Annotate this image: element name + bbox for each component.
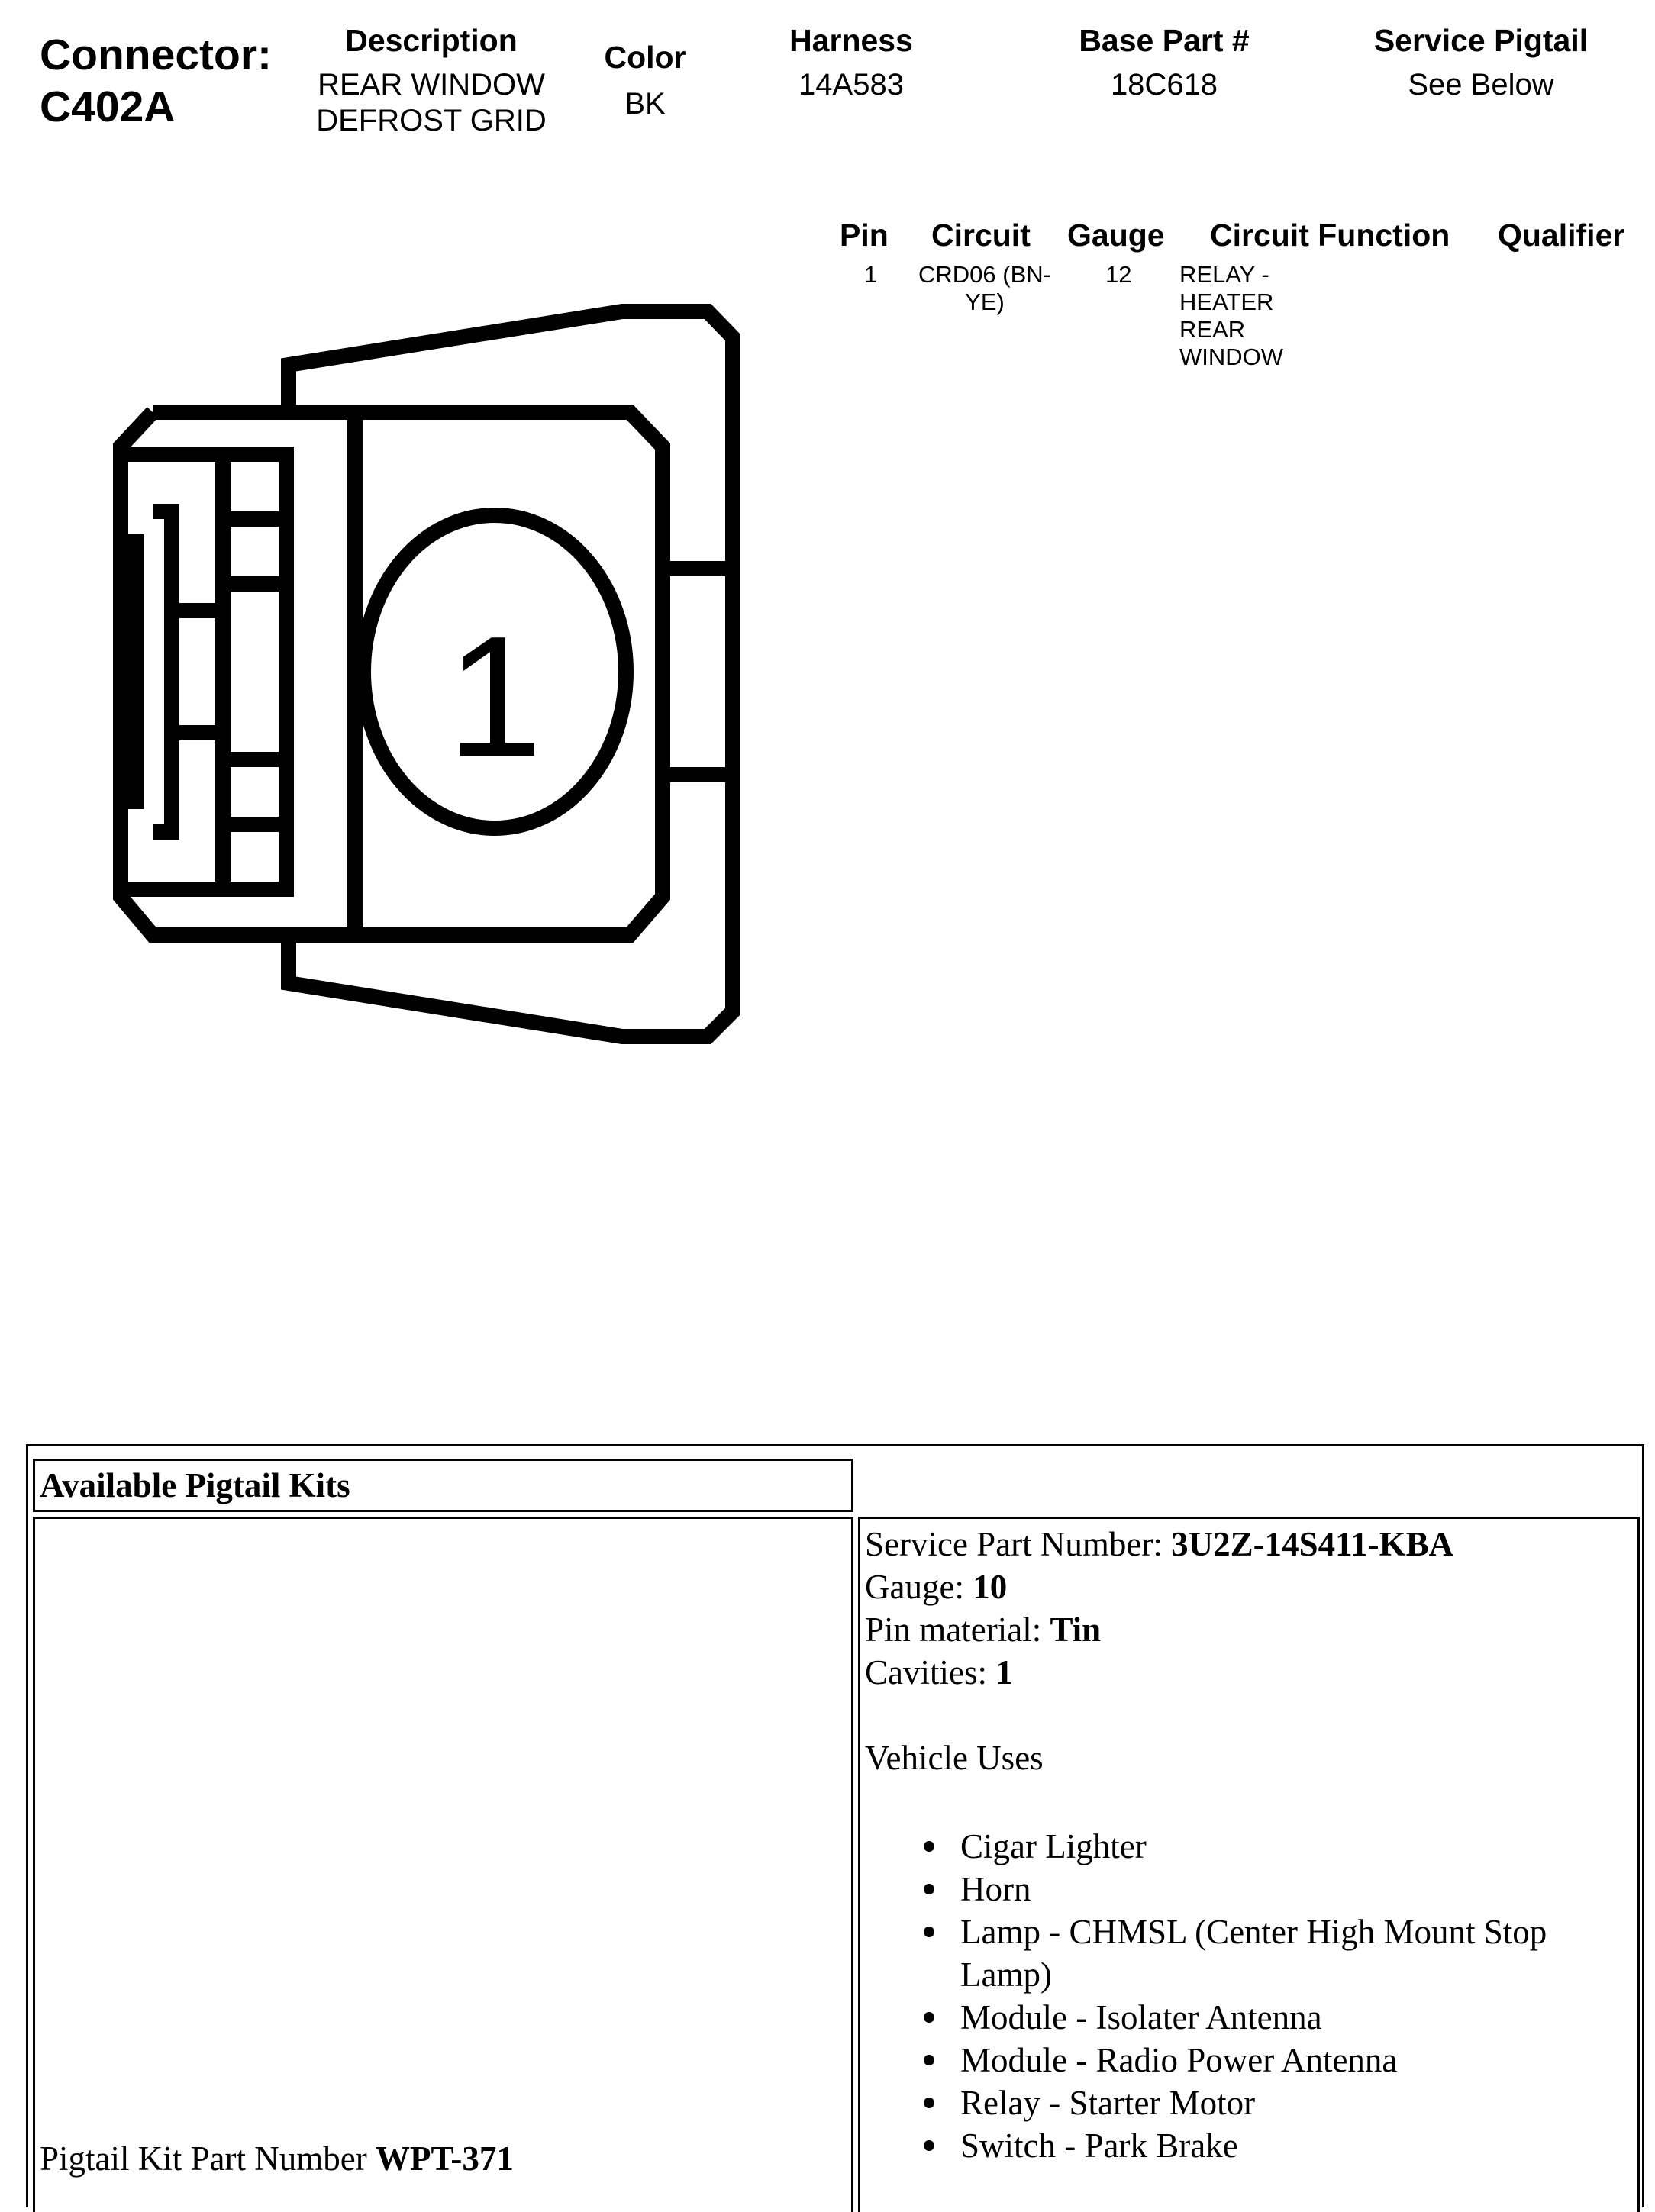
pigtail-title-cell <box>33 1459 853 1512</box>
gauge-label: Gauge: <box>865 1568 973 1606</box>
service-part-value: 3U2Z-14S411-KBA <box>1171 1525 1454 1563</box>
connector-body-outline <box>121 412 663 935</box>
service-pigtail-value: See Below <box>1408 68 1554 102</box>
base-part-header: Base Part # <box>1079 23 1250 58</box>
bullet-icon <box>924 1927 934 1937</box>
gauge-line <box>865 1565 1636 1608</box>
bullet-icon <box>924 2012 934 2023</box>
pin-circuit-line2: YE) <box>965 289 1005 315</box>
qualifier-header: Qualifier <box>1498 218 1625 253</box>
list-item: Horn <box>960 1868 1636 1911</box>
description-line2: DEFROST GRID <box>316 104 547 137</box>
pin-circuit-line1: CRD06 (BN- <box>918 261 1051 288</box>
pigtail-section-title: Available Pigtail Kits <box>40 1466 350 1504</box>
pigtail-kit-part <box>40 2137 514 2180</box>
cavity-pin-label: 1 <box>447 600 543 792</box>
pigtail-details <box>865 1523 1636 2167</box>
gauge-value: 10 <box>973 1568 1008 1606</box>
circuit-function-header: Circuit Function <box>1210 218 1450 253</box>
pin-material-line <box>865 1608 1636 1651</box>
pigtail-kit-label: Pigtail Kit Part Number <box>40 2139 376 2178</box>
list-item: Module - Isolater Antenna <box>960 1996 1636 2039</box>
gauge-header: Gauge <box>1067 218 1165 253</box>
harness-header: Harness <box>789 23 913 58</box>
pigtail-details-cell <box>858 1517 1640 2212</box>
list-item: Switch - Park Brake <box>960 2124 1636 2167</box>
list-item: Relay - Starter Motor <box>960 2081 1636 2124</box>
service-part-line <box>865 1523 1636 1565</box>
pin-function-line2: WINDOW <box>1179 343 1284 370</box>
cavities-label: Cavities: <box>865 1653 996 1691</box>
list-item: Cigar Lighter <box>960 1825 1636 1868</box>
circuit-header: Circuit <box>931 218 1031 253</box>
description-line1: REAR WINDOW <box>318 68 545 102</box>
bullet-icon <box>924 2140 934 2151</box>
bullet-icon <box>924 2055 934 2065</box>
list-item: Module - Radio Power Antenna <box>960 2039 1636 2081</box>
pin-material-value: Tin <box>1050 1611 1102 1649</box>
pigtail-kit-value: WPT-371 <box>375 2139 514 2178</box>
base-part-value: 18C618 <box>1110 68 1218 102</box>
vehicle-uses-label: Vehicle Uses <box>865 1739 1044 1777</box>
list-item: Lamp - CHMSL (Center High Mount Stop Lamp) <box>960 1911 1636 1996</box>
color-value: BK <box>624 87 666 121</box>
service-pigtail-header: Service Pigtail <box>1373 23 1589 58</box>
bullet-icon <box>924 1884 934 1894</box>
service-part-label: Service Part Number: <box>865 1525 1172 1563</box>
pin-material-label: Pin material: <box>865 1611 1050 1649</box>
pin-function-line1: RELAY - HEATER REAR <box>1179 261 1274 343</box>
pin-gauge: 12 <box>1105 261 1132 288</box>
bullet-icon <box>924 2098 934 2108</box>
connector-id: C402A <box>40 82 176 131</box>
pigtail-empty-header <box>853 1459 1640 1512</box>
cavities-value: 1 <box>995 1653 1013 1691</box>
color-header: Color <box>604 40 686 75</box>
vehicle-uses-list <box>960 1825 1636 2167</box>
description-header: Description <box>345 23 518 58</box>
connector-label: Connector: <box>40 31 272 79</box>
pigtail-image-cell <box>33 1517 853 2212</box>
cavities-line <box>865 1651 1636 1694</box>
bullet-icon <box>924 1841 934 1852</box>
pin-number: 1 <box>864 261 878 288</box>
harness-value: 14A583 <box>798 68 904 102</box>
pin-header: Pin <box>840 218 889 253</box>
